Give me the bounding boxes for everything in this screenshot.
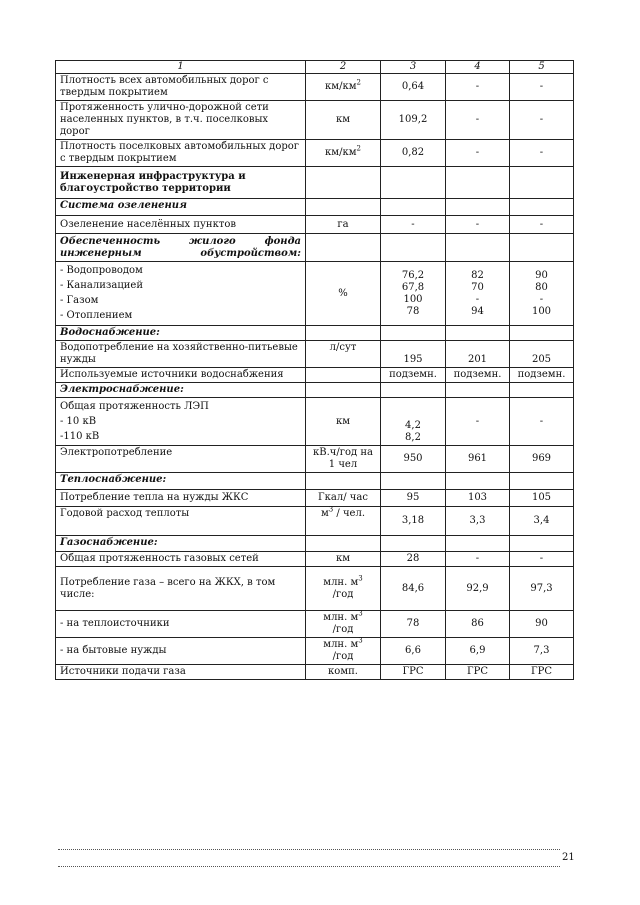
value-cell: - [510,552,574,567]
empty-cell [306,167,381,199]
value-cell: - [510,74,574,101]
section-heading-row [56,167,574,199]
value-cell: 969 [510,446,574,473]
value-cell: - [446,216,510,234]
value-cell: 82 70 - 94 [446,262,510,326]
header-cell: 1 [56,61,306,74]
unit-cell [306,140,381,167]
value-cell: - [381,216,446,234]
table-row [56,611,574,638]
list-item: - Канализацией [60,280,143,291]
table-row [56,665,574,680]
empty-cell [306,536,381,552]
row-label: Электропотребление [56,446,306,473]
row-label: Водопотребление на хозяйственно-питьевые нужды [56,341,306,368]
empty-cell [381,326,446,341]
value-cell: 201 [446,341,510,368]
row-label: Озеленение населённых пунктов [56,216,306,234]
unit-text: /год [332,624,354,635]
empty-cell [381,234,446,262]
table-row [56,490,574,507]
unit-cell [306,611,381,638]
value-cell: 105 [510,490,574,507]
value-cell: 961 [446,446,510,473]
value-cell: - [510,398,574,446]
empty-cell [510,234,574,262]
value-cell: 195 [381,341,446,368]
table-row [56,638,574,665]
value-cell: ГРС [446,665,510,680]
value-cell: 76,2 67,8 100 78 [381,262,446,326]
value-cell: 103 [446,490,510,507]
subsection-heading: Система озеленения [56,199,306,216]
table-row [56,216,574,234]
value-cell: 109,2 [381,101,446,140]
table-row [56,341,574,368]
unit-superscript: 2 [356,144,361,153]
subsection-heading: Водоснабжение: [56,326,306,341]
row-label: Потребление тепла на нужды ЖКС [56,490,306,507]
unit-superscript: 2 [356,78,361,87]
row-label: Потребление газа – всего на ЖКХ, в том числе: [56,567,306,611]
list-item: - Водопроводом [60,265,143,276]
empty-cell [446,326,510,341]
row-label: Используемые источники водоснабжения [56,368,306,383]
subsection-heading-row [56,199,574,216]
unit-text: / чел. [333,508,366,519]
value-cell: 205 [510,341,574,368]
header-cell: 2 [306,61,381,74]
unit-superscript: 3 [358,609,363,618]
empty-cell [306,473,381,490]
header-cell: 3 [381,61,446,74]
value-cell: - [510,101,574,140]
empty-cell [510,326,574,341]
empty-cell [510,167,574,199]
unit-cell [306,638,381,665]
empty-cell [381,536,446,552]
value-cell: 28 [381,552,446,567]
value-cell: 950 [381,446,446,473]
table-row [56,398,574,446]
unit-cell: кВ.ч/год на 1 чел [306,446,381,473]
subsection-heading-row [56,536,574,552]
value-cell: 6,6 [381,638,446,665]
empty-cell [446,383,510,398]
subsection-heading-row [56,383,574,398]
unit-text: млн. м [323,639,359,650]
value-cell: - [446,552,510,567]
value-cell: - [510,140,574,167]
section-heading: Инженерная инфраструктура и благоустройство территории [56,167,306,199]
value-cell: 0,82 [381,140,446,167]
header-cell: 5 [510,61,574,74]
value-cell: 97,3 [510,567,574,611]
row-label: Общая протяженность газовых сетей [56,552,306,567]
value-cell: 3,3 [446,507,510,536]
table-row [56,552,574,567]
unit-cell: га [306,216,381,234]
table-row [56,74,574,101]
subsection-heading: Газоснабжение: [56,536,306,552]
footer-dotted-line [58,866,560,867]
row-label: Источники подачи газа [56,665,306,680]
value-cell: 84,6 [381,567,446,611]
header-cell: 4 [446,61,510,74]
empty-cell [381,199,446,216]
empty-cell [510,536,574,552]
unit-cell: комп. [306,665,381,680]
unit-superscript: 3 [358,574,363,583]
table-row [56,140,574,167]
row-label: Годовой расход теплоты [56,507,306,536]
value-cell: - [446,140,510,167]
empty-cell [306,326,381,341]
table-row [56,507,574,536]
value-cell: 3,18 [381,507,446,536]
value-cell: подземн. [446,368,510,383]
unit-cell: км [306,101,381,140]
value-cell: 78 [381,611,446,638]
empty-cell [446,473,510,490]
page-number: 21 [562,852,575,863]
unit-cell: км [306,552,381,567]
empty-cell [306,383,381,398]
empty-cell [381,473,446,490]
table-row [56,262,574,326]
value-cell: - [446,101,510,140]
empty-cell [306,199,381,216]
value-cell: подземн. [510,368,574,383]
unit-cell: л/сут [306,341,381,368]
empty-cell [446,167,510,199]
value-cell: подземн. [381,368,446,383]
unit-text: млн. м [323,576,359,588]
unit-superscript: 3 [328,505,334,514]
empty-cell [446,234,510,262]
list-item: - Газом [60,295,99,306]
value-cell: 92,9 [446,567,510,611]
empty-cell [306,234,381,262]
value-cell: 6,9 [446,638,510,665]
empty-cell [510,199,574,216]
unit-text: /год [332,651,354,662]
empty-cell [510,383,574,398]
unit-text: км/км [325,81,357,92]
subsection-heading: Теплоснабжение: [56,473,306,490]
subsection-heading-row [56,473,574,490]
unit-text: км/км [325,147,357,158]
row-label: Плотность всех автомобильных дорог с твердым покрытием [56,74,306,101]
row-label: Общая протяженность ЛЭП - 10 кВ -110 кВ [56,398,306,446]
row-label: - на теплоисточники [56,611,306,638]
row-label [56,262,306,326]
table-row [56,446,574,473]
row-label: Плотность поселковых автомобильных дорог с твердым покрытием [56,140,306,167]
unit-cell [306,507,381,536]
empty-cell [446,199,510,216]
subsection-heading: Обеспеченность жилого фонда инженерным обустройством: [56,234,306,262]
value-cell: - [446,398,510,446]
unit-text: /год [332,588,354,600]
unit-text: млн. м [323,612,359,623]
table-header-row [56,61,574,74]
value-cell: 90 [510,611,574,638]
value-cell: 90 80 - 100 [510,262,574,326]
value-cell: 0,64 [381,74,446,101]
empty-cell [446,536,510,552]
value-cell: - [446,74,510,101]
empty-cell [510,473,574,490]
value-cell: 86 [446,611,510,638]
row-label: - на бытовые нужды [56,638,306,665]
unit-cell [306,74,381,101]
value-cell: 7,3 [510,638,574,665]
empty-cell [381,383,446,398]
subsection-heading: Электроснабжение: [56,383,306,398]
table-row [56,567,574,611]
table-row [56,368,574,383]
value-cell: - [510,216,574,234]
value-cell: ГРС [381,665,446,680]
unit-cell: км [306,398,381,446]
row-label: Протяженность улично-дорожной сети населенных пунктов, в т.ч. поселковых дорог [56,101,306,140]
subsection-heading-row [56,234,574,262]
unit-text: м [320,508,329,519]
value-cell: 95 [381,490,446,507]
unit-cell: Гкал/ час [306,490,381,507]
value-cell: 4,2 8,2 [381,398,446,446]
value-cell: ГРС [510,665,574,680]
unit-cell [306,567,381,611]
indicators-table [55,60,574,680]
value-cell: 3,4 [510,507,574,536]
empty-cell [306,368,381,383]
list-item: - Отоплением [60,310,133,321]
unit-cell: % [306,262,381,326]
footer-dotted-line [58,849,560,850]
empty-cell [381,167,446,199]
table-row [56,101,574,140]
unit-superscript: 3 [358,636,363,645]
subsection-heading-row [56,326,574,341]
